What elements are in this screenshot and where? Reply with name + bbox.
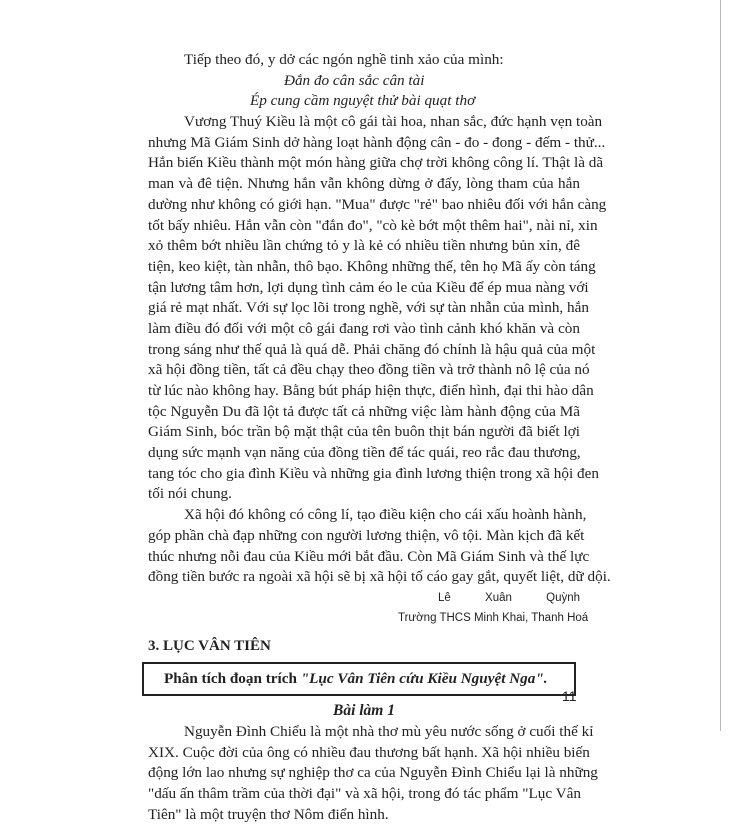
essay-title: Bài làm 1 xyxy=(332,701,395,719)
text-line: Nguyễn Đình Chiểu là một nhà thơ mù yêu nước sống ở cuối thế kỉ xyxy=(184,722,594,740)
text-line: tang tóc cho gia đình Kiều và những gia đình lương thiện trong xã hội đen xyxy=(148,464,599,482)
text-line: trong sáng như thế quả là quá dễ. Phải chăng đó chính là hậu quả của một xyxy=(148,340,596,358)
page-number: 11 xyxy=(562,688,577,704)
text-line: Tiên" là một truyện thơ Nôm điển hình. xyxy=(148,805,389,823)
text-line: tận lương tâm hơn, lợi dụng tình cảm éo le của Kiều để ép mua nàng với xyxy=(148,278,589,296)
text-line: Giám Sinh, bóc trần bộ mặt thật của tên buôn thịt bán người đã biết lợi xyxy=(148,423,580,441)
verse-line: Đắn đo cân sắc cân tài xyxy=(284,71,425,89)
text-line: xỏ thêm bớt nhiều lần chứng tỏ y là kẻ có nhiều tiền nhưng bủn xỉn, đê xyxy=(148,237,580,255)
text-line: "dấu ấn thâm trầm của thời đại" và xã hội, trong đó tác phẩm "Lục Vân xyxy=(148,784,581,802)
text-line: xã hội đồng tiền, tất cả đều chạy theo đồng tiền và trở thành nô lệ của nó xyxy=(148,361,590,379)
paragraph-1 xyxy=(148,112,607,505)
text-line: thúc nhưng nỗi đau của Kiều mới bắt đầu. Còn Mã Giám Sinh và thế lực xyxy=(148,547,590,565)
verse-line: Ép cung cầm nguyệt thử bài quạt thơ xyxy=(250,92,476,110)
text-line: dường như không có giới hạn. "Mua" được "rẻ" bao nhiêu đối với hắn càng xyxy=(148,195,607,213)
text-line: góp phần chà đạp những con người lương thiện, vô tội. Màn kịch đã kết xyxy=(148,526,585,544)
text-line: man và đê tiện. Nhưng hắn vẫn không dừng ở đấy, lòng tham của hắn xyxy=(148,175,580,193)
text-line: tộc Nguyễn Du đã lột tả được tất cả những việc làm hành động của Mã xyxy=(148,402,580,420)
text-line: giá rẻ mạt nhất. Với sự lọc lõi trong nghề, với sự tàn nhẫn của mình, hắn xyxy=(148,299,589,317)
text-line: nhưng Mã Giám Sinh dở hàng loạt hành động cân - đo - đong - đếm - thử... xyxy=(148,133,606,151)
text-line: Vương Thuý Kiều là một cô gái tài hoa, nhan sắc, đức hạnh vẹn toàn xyxy=(184,113,603,131)
document-page xyxy=(148,50,611,825)
paragraph-2 xyxy=(148,505,611,588)
text-line: đồng tiền bước ra ngoài xã hội sẽ bị xã hội tố cáo gay gắt, quyết liệt, dữ dội. xyxy=(148,568,611,586)
page-edge xyxy=(720,0,721,731)
text-line: tối nói chung. xyxy=(148,485,232,503)
task-prefix: Phân tích đoạn trích xyxy=(164,669,301,687)
school: Trường THCS Minh Khai, Thanh Hoá xyxy=(398,611,589,624)
text-line: tốt bấy nhiêu. Hắn vẫn còn "đắn đo", "cò kè bớt một thêm hai", nài nỉ, xin xyxy=(148,216,598,234)
section-heading: 3. LỤC VÂN TIÊN xyxy=(148,637,271,654)
text-line: XIX. Cuộc đời của ông có nhiều đau thương bất hạnh. Xã hội nhiều biến xyxy=(148,743,590,761)
author: Lê Xuân Quỳnh xyxy=(438,591,580,604)
task-box xyxy=(142,662,576,696)
text-line: làm điều đó đối với một cô gái đang rơi vào tình cảnh khó khăn và còn xyxy=(148,319,580,337)
task-title: "Lục Vân Tiên cứu Kiều Nguyệt Nga". xyxy=(300,669,548,687)
paragraph-3 xyxy=(148,722,598,825)
intro-line: Tiếp theo đó, y dở các ngón nghề tinh xảo của mình: xyxy=(184,51,504,68)
text-line: Hắn biến Kiều thành một món hàng giữa chợ trời không công lí. Thật là dã xyxy=(148,154,604,172)
text-line: dụng sức mạnh vạn năng của đồng tiền để tác quái, reo rắc đau thương, xyxy=(148,444,581,462)
text-line: từ lúc nào không hay. Bằng bút pháp hiện thực, điển hình, đại thi hào dân xyxy=(148,382,594,399)
text-line: tiện, keo kiệt, tàn nhẫn, thô bạo. Không những thế, tên họ Mã ấy còn táng xyxy=(148,257,596,275)
text-line: động lớn lao nhưng sự nghiệp thơ ca của Nguyễn Đình Chiểu lại là những xyxy=(148,764,598,782)
text-line: Xã hội đó không có công lí, tạo điều kiện cho cái xấu hoành hành, xyxy=(184,506,587,524)
